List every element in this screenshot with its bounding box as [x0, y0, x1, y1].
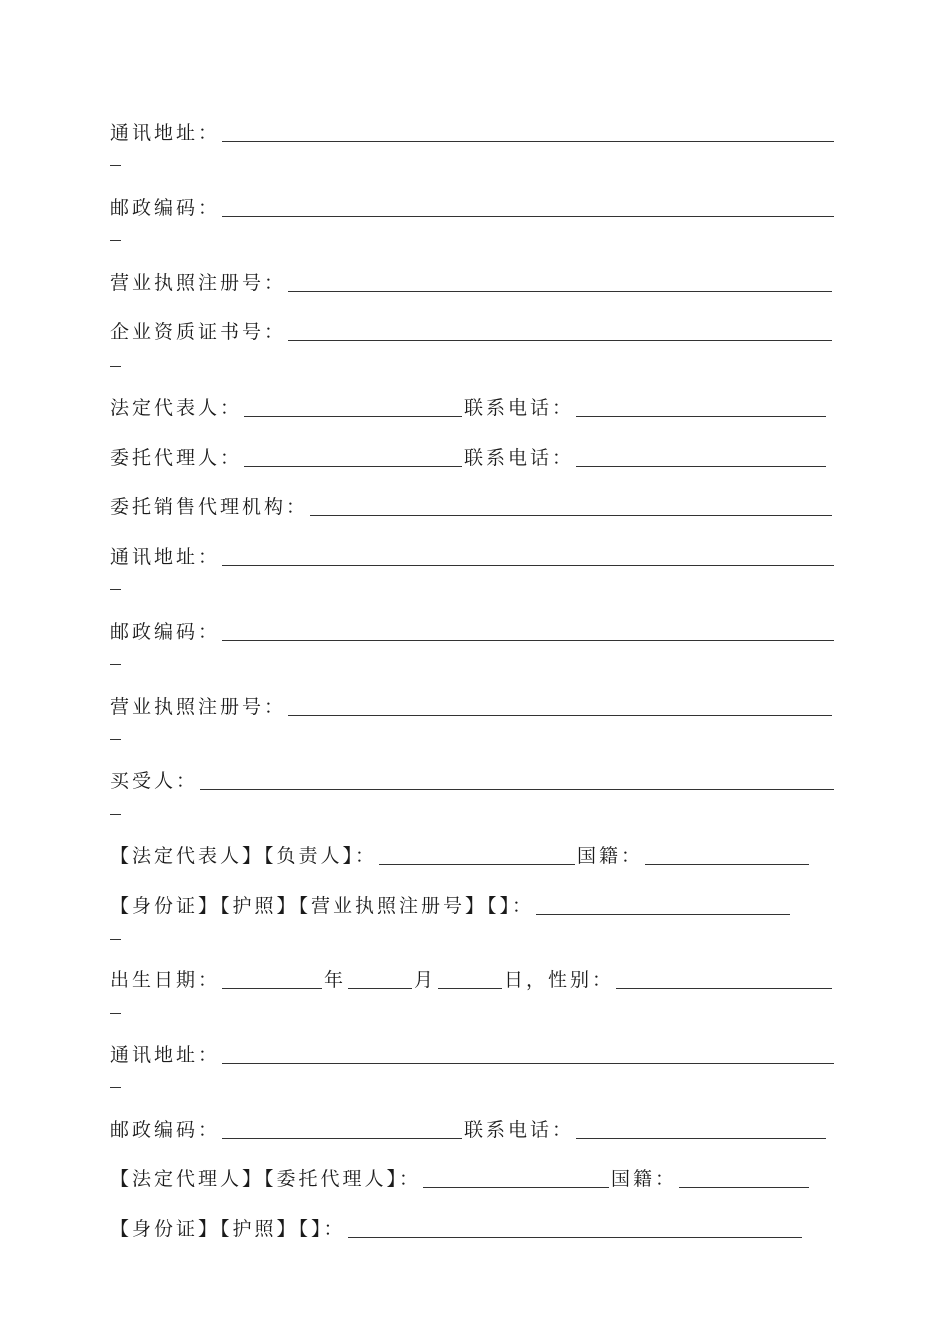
- field-label: 【身份证】【护照】【】：: [110, 1218, 346, 1240]
- buyer-rep-line: [110, 839, 811, 869]
- birth-day-blank[interactable]: [438, 966, 502, 989]
- agency-license-line: [110, 690, 834, 720]
- agency-postcode-line: [110, 615, 836, 645]
- field-label: 邮政编码：: [110, 197, 221, 219]
- buyer-address-line: [110, 1038, 836, 1068]
- seller-qualification-line: [110, 315, 834, 345]
- field-label: 委托销售代理机构：: [110, 496, 309, 518]
- field-label: 企业资质证书号：: [110, 321, 287, 343]
- field-label: 【身份证】【护照】【营业执照注册号】【】：: [110, 895, 535, 917]
- buyer-agent-id-line: [110, 1212, 804, 1242]
- buyer-phone-blank[interactable]: [576, 1116, 826, 1139]
- buyer-line: [110, 764, 836, 794]
- buyer-postcode-line: [110, 1113, 828, 1143]
- seller-license-blank[interactable]: [288, 269, 832, 292]
- buyer-agent-line: [110, 1162, 811, 1192]
- field-label: 【法定代理人】【委托代理人】：: [110, 1168, 422, 1190]
- sales-agency-blank[interactable]: [310, 493, 832, 516]
- continuation-dash: [110, 589, 121, 590]
- field-label: 法定代表人：: [110, 397, 243, 419]
- seller-address-line: [110, 116, 836, 146]
- agency-postcode-blank[interactable]: [222, 618, 834, 641]
- continuation-dash: [110, 366, 121, 367]
- buyer-id-blank[interactable]: [536, 892, 790, 915]
- buyer-agent-blank[interactable]: [423, 1165, 609, 1188]
- field-label: 【法定代表人】【负责人】：: [110, 845, 378, 867]
- buyer-rep-blank[interactable]: [379, 842, 575, 865]
- field-label: 买受人：: [110, 770, 199, 792]
- field-label: 联系电话：: [464, 397, 575, 419]
- buyer-postcode-blank[interactable]: [222, 1116, 462, 1139]
- agency-address-blank[interactable]: [222, 543, 834, 566]
- buyer-birth-line: [110, 963, 834, 993]
- agency-license-blank[interactable]: [288, 693, 832, 716]
- sales-agency-line: [110, 490, 834, 520]
- seller-agent-blank[interactable]: [244, 444, 462, 467]
- buyer-rep-nationality-blank[interactable]: [645, 842, 809, 865]
- field-label: 委托代理人：: [110, 447, 243, 469]
- seller-address-blank[interactable]: [222, 119, 834, 142]
- seller-agent-line: [110, 441, 828, 471]
- continuation-dash: [110, 1087, 121, 1088]
- seller-legal-rep-line: [110, 391, 828, 421]
- month-label: 月: [414, 969, 437, 991]
- continuation-dash: [110, 1013, 121, 1014]
- seller-postcode-blank[interactable]: [222, 194, 834, 217]
- continuation-dash: [110, 240, 121, 241]
- continuation-dash: [110, 814, 121, 815]
- field-label: 邮政编码：: [110, 621, 221, 643]
- field-label: 出生日期：: [110, 969, 221, 991]
- continuation-dash: [110, 939, 121, 940]
- birth-year-blank[interactable]: [222, 966, 322, 989]
- seller-license-line: [110, 266, 834, 296]
- continuation-dash: [110, 664, 121, 665]
- field-label: 国籍：: [577, 845, 644, 867]
- buyer-blank[interactable]: [200, 767, 834, 790]
- field-label: 邮政编码：: [110, 1119, 221, 1141]
- continuation-dash: [110, 165, 121, 166]
- seller-legal-rep-phone-blank[interactable]: [576, 394, 826, 417]
- field-label: 联系电话：: [464, 1119, 575, 1141]
- seller-agent-phone-blank[interactable]: [576, 444, 826, 467]
- field-label: 营业执照注册号：: [110, 272, 287, 294]
- day-gender-label: 日，性别：: [504, 969, 615, 991]
- seller-legal-rep-blank[interactable]: [244, 394, 462, 417]
- field-label: 通讯地址：: [110, 546, 221, 568]
- field-label: 国籍：: [611, 1168, 678, 1190]
- agency-address-line: [110, 540, 836, 570]
- buyer-agent-nationality-blank[interactable]: [679, 1165, 809, 1188]
- field-label: 联系电话：: [464, 447, 575, 469]
- gender-blank[interactable]: [616, 966, 832, 989]
- continuation-dash: [110, 739, 121, 740]
- buyer-agent-id-blank[interactable]: [348, 1215, 802, 1238]
- birth-month-blank[interactable]: [348, 966, 412, 989]
- seller-postcode-line: [110, 191, 836, 221]
- field-label: 营业执照注册号：: [110, 696, 287, 718]
- year-label: 年: [324, 969, 347, 991]
- buyer-id-line: [110, 889, 792, 919]
- seller-qualification-blank[interactable]: [288, 318, 832, 341]
- buyer-address-blank[interactable]: [222, 1041, 834, 1064]
- field-label: 通讯地址：: [110, 122, 221, 144]
- field-label: 通讯地址：: [110, 1044, 221, 1066]
